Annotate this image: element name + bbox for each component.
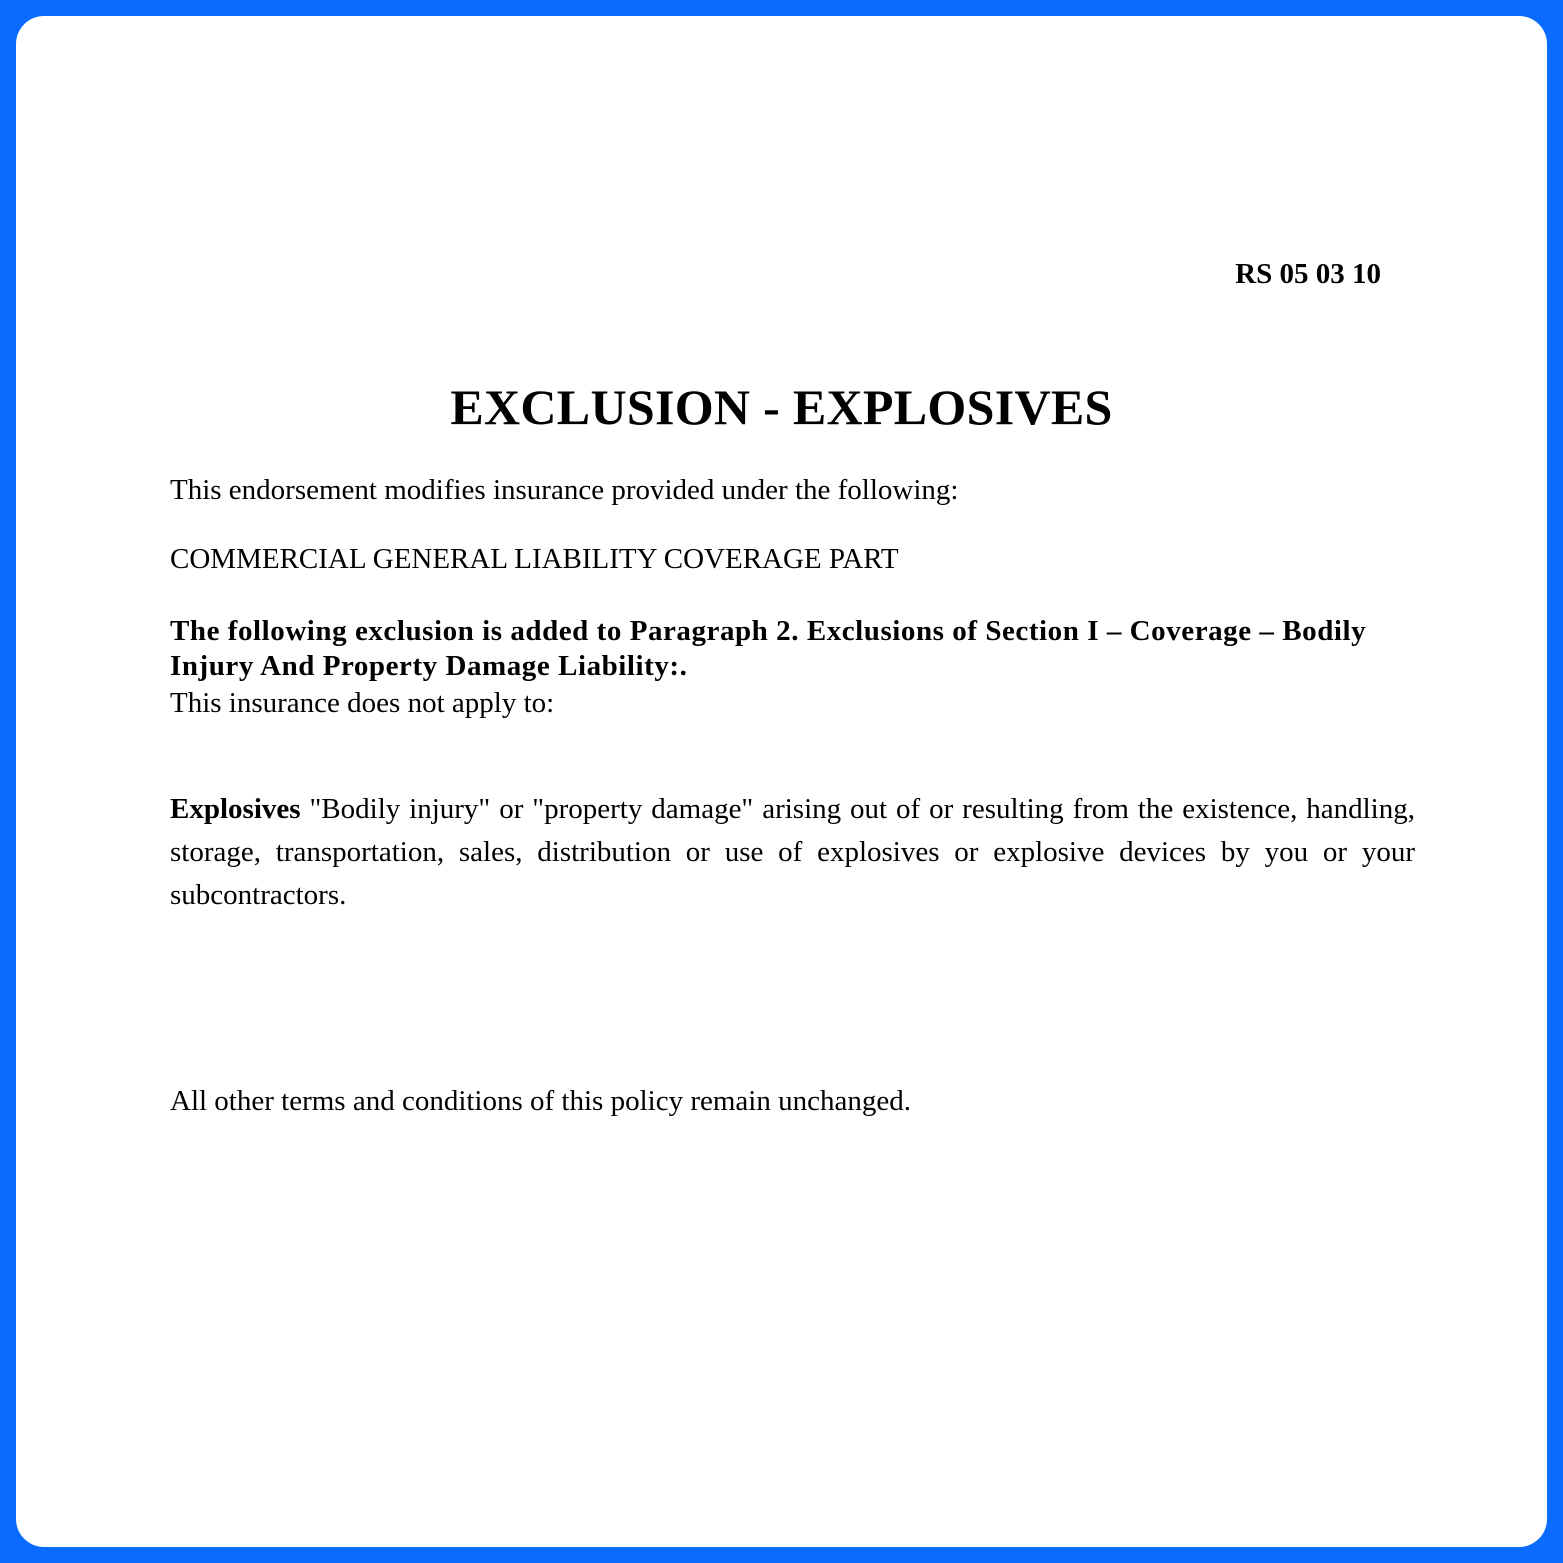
explosives-body: "Bodily injury" or "property damage" arising out of or resulting from the existence, handling, storage, transportation, sales, distribution or use of explosives or explosive devices by you or your subcontractors.	[170, 793, 1415, 911]
coverage-part: COMMERCIAL GENERAL LIABILITY COVERAGE PART	[170, 543, 899, 575]
form-code: RS 05 03 10	[1235, 258, 1381, 290]
explosives-lead: Explosives	[170, 793, 301, 825]
document-title: EXCLUSION - EXPLOSIVES	[450, 379, 1113, 435]
explosives-paragraph	[170, 788, 1415, 917]
exclusion-heading: The following exclusion is added to Paragraph 2. Exclusions of Section I – Coverage – Bodily Injury And Property Damage Liability:.	[170, 615, 1367, 682]
closing-text: All other terms and conditions of this policy remain unchanged.	[170, 1085, 911, 1117]
applies-text: This insurance does not apply to:	[170, 687, 555, 719]
document-page	[16, 16, 1547, 1547]
intro-text: This endorsement modifies insurance provided under the following:	[170, 474, 959, 506]
